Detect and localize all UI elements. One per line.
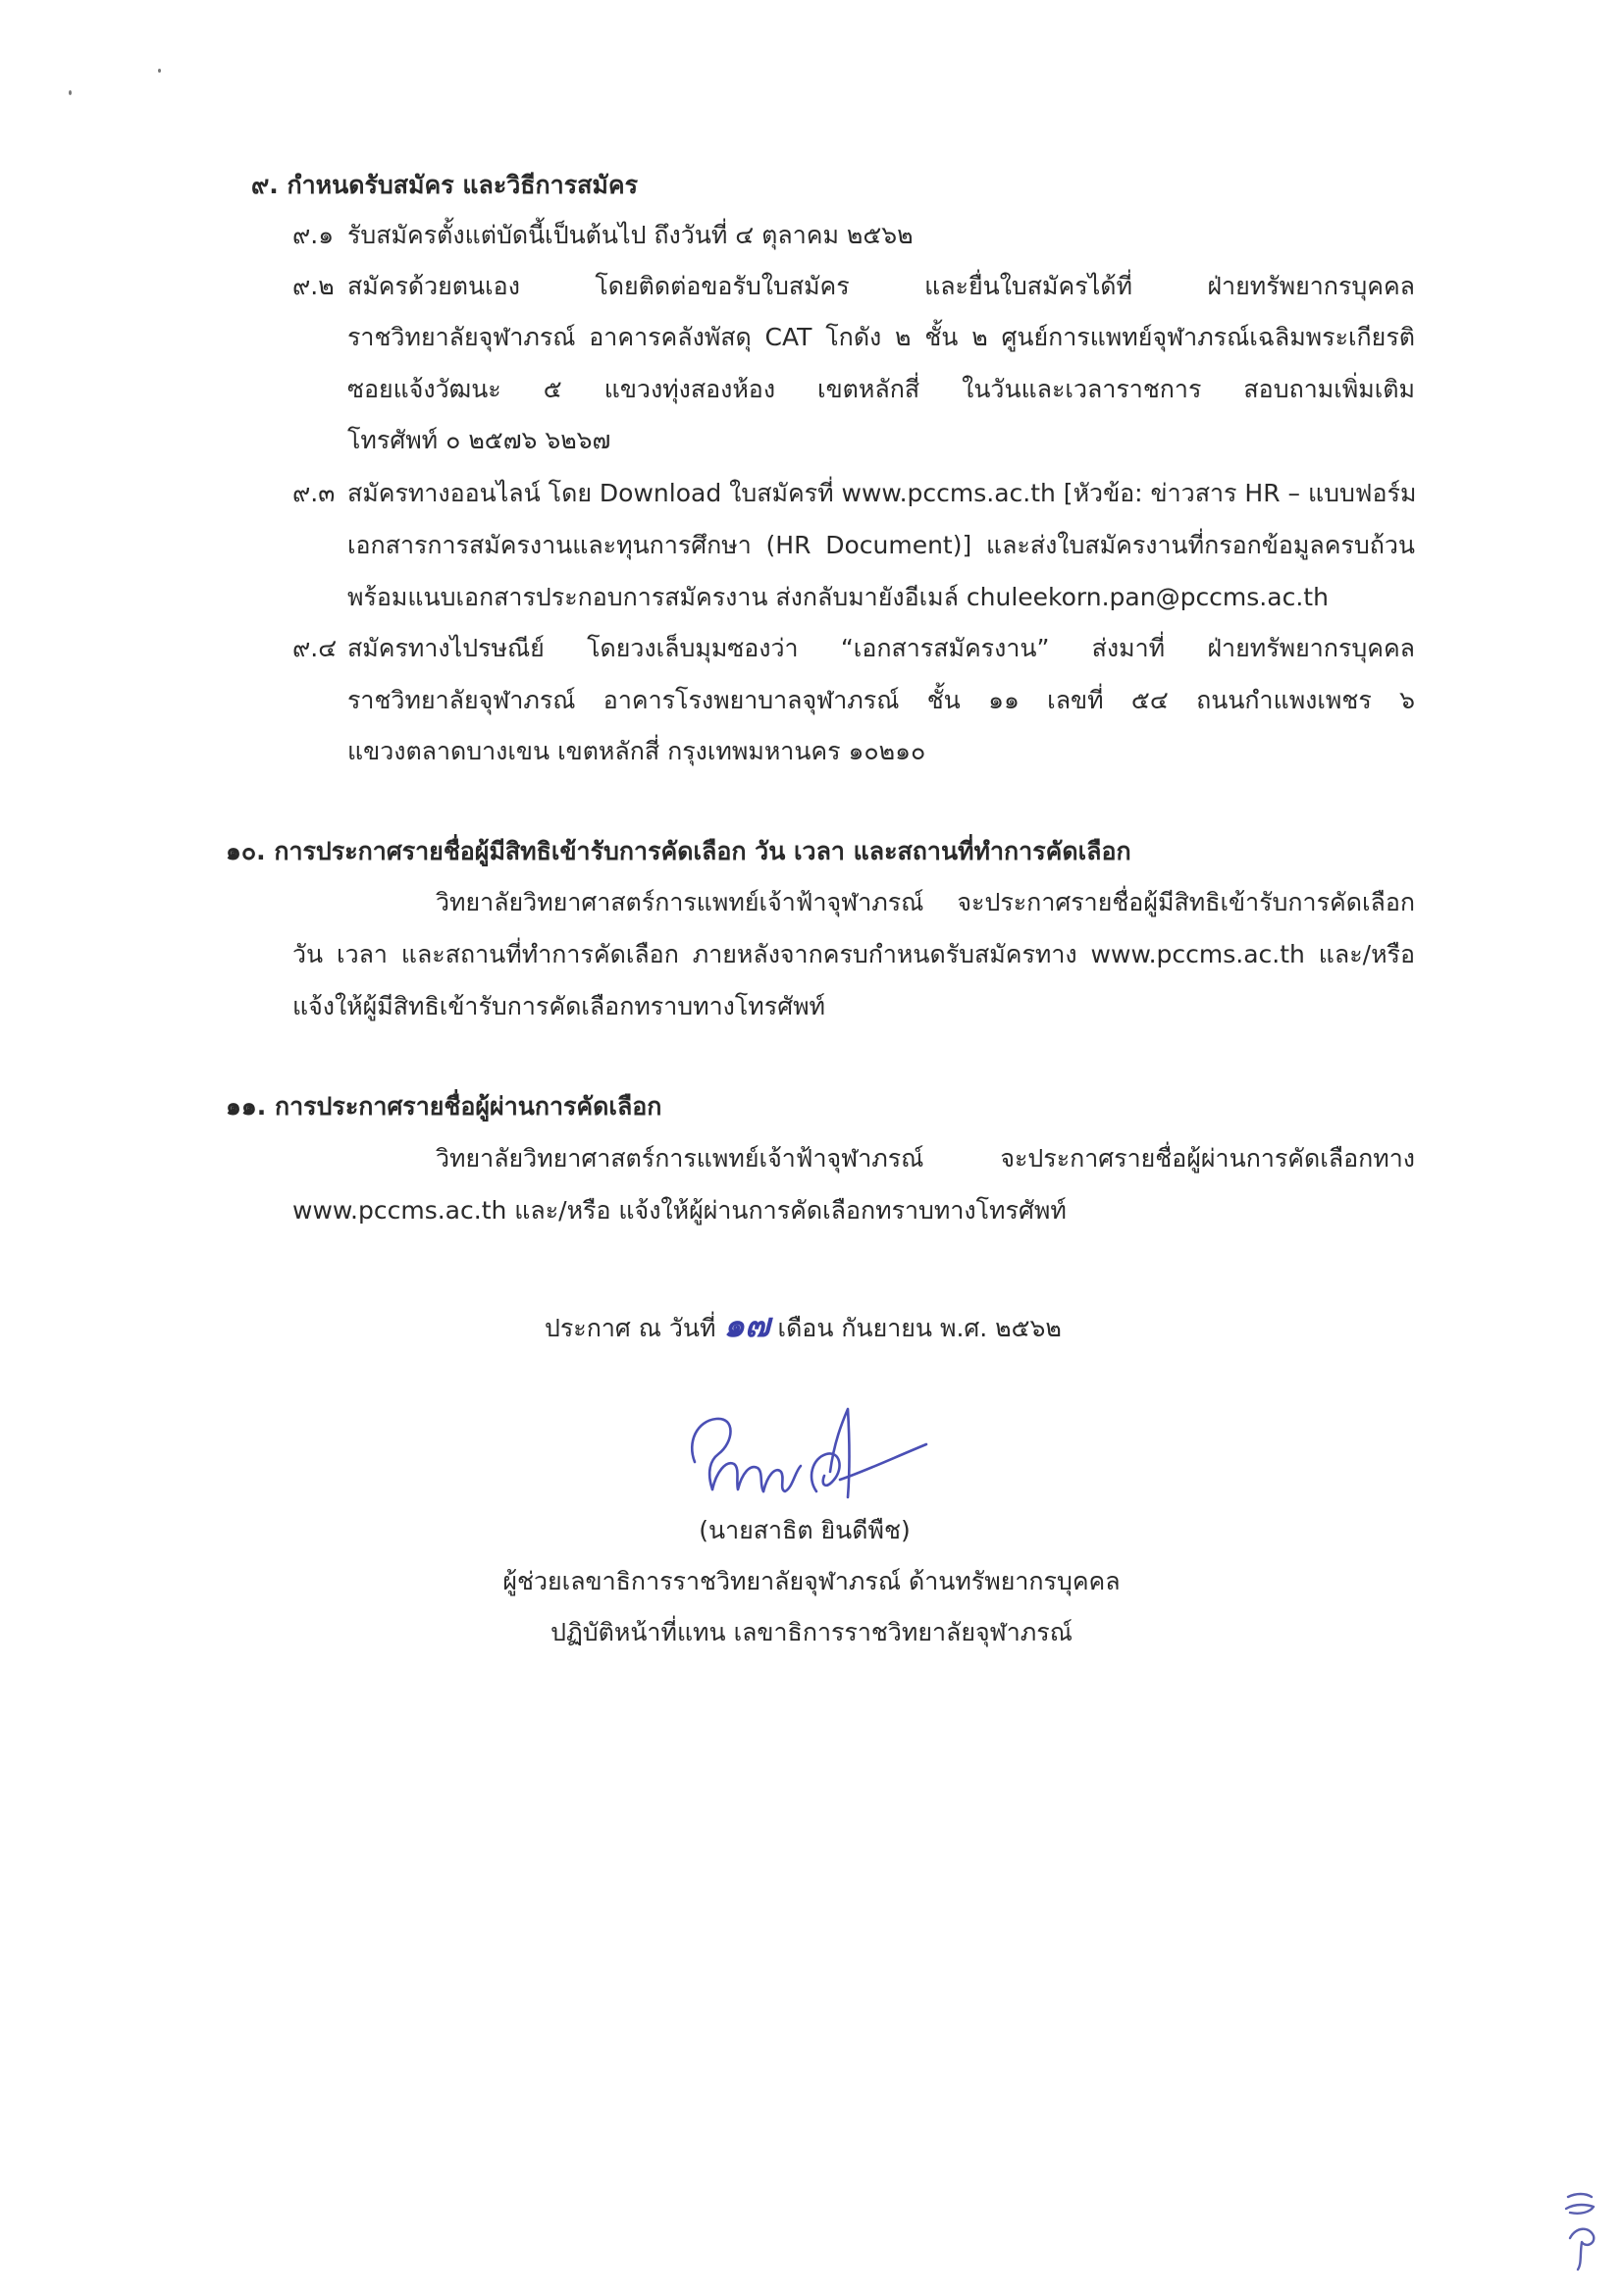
corner-initial-mark (1560, 2183, 1609, 2271)
item-9-3-line-3: พร้อมแนบเอกสารประกอบการสมัครงาน ส่งกลับมายังอีเมล์ chuleekorn.pan@pccms.ac.th (347, 583, 1329, 611)
section-11-heading: ๑๑. การประกาศรายชื่อผู้ผ่านการคัดเลือก (226, 1092, 662, 1121)
item-9-2-line-4: โทรศัพท์ ๐ ๒๕๗๖ ๖๒๖๗ (347, 426, 611, 454)
announcement-day: ๑๗ (723, 1306, 770, 1345)
section-10-heading: ๑๐. การประกาศรายชื่อผู้มีสิทธิเข้ารับการคัดเลือก วัน เวลา และสถานที่ทำการคัดเลือก (226, 837, 1131, 865)
signatory-name: (นายสาธิต ยินดีพืช) (699, 1516, 911, 1544)
section-10-line-2: วัน เวลา และสถานที่ทำการคัดเลือก ภายหลังจากครบกำหนดรับสมัครทาง www.pccms.ac.th และ/หรือ (292, 940, 1415, 968)
item-9-3-number: ๙.๓ (292, 479, 336, 507)
scan-speck (69, 90, 72, 95)
section-10-line-1: วิทยาลัยวิทยาศาสตร์การแพทย์เจ้าฟ้าจุฬาภรณ์ จะประกาศรายชื่อผู้มีสิทธิเข้ารับการคัดเลือก (436, 888, 1415, 916)
item-9-2-number: ๙.๒ (292, 272, 335, 300)
announcement-suffix: เดือน กันยายน พ.ศ. ๒๕๖๒ (777, 1314, 1062, 1342)
item-9-4-line-3: แขวงตลาดบางเขน เขตหลักสี่ กรุงเทพมหานคร ๑๐๒๑๐ (347, 737, 926, 765)
item-9-2-line-3: ซอยแจ้งวัฒนะ ๕ แขวงทุ่งสองห้อง เขตหลักสี่ ในวันและเวลาราชการ สอบถามเพิ่มเติม (347, 375, 1415, 403)
announcement-prefix: ประกาศ ณ วันที่ (545, 1314, 716, 1342)
item-9-1-number: ๙.๑ (292, 221, 335, 249)
signatory-position-2: ปฏิบัติหน้าที่แทน เลขาธิการราชวิทยาลัยจุฬาภรณ์ (550, 1618, 1073, 1646)
item-9-4-line-1: สมัครทางไปรษณีย์ โดยวงเล็บมุมซองว่า “เอกสารสมัครงาน” ส่งมาที่ ฝ่ายทรัพยากรบุคคล (347, 634, 1415, 662)
section-11-line-2: www.pccms.ac.th และ/หรือ แจ้งให้ผู้ผ่านการคัดเลือกทราบทางโทรศัพท์ (292, 1196, 1067, 1225)
item-9-2-line-2: ราชวิทยาลัยจุฬาภรณ์ อาคารคลังพัสดุ CAT โกดัง ๒ ชั้น ๒ ศูนย์การแพทย์จุฬาภรณ์เฉลิมพระเกียรติ (347, 323, 1415, 351)
signatory-position-1: ผู้ช่วยเลขาธิการราชวิทยาลัยจุฬาภรณ์ ด้านทรัพยากรบุคคล (502, 1567, 1121, 1595)
section-11-line-1: วิทยาลัยวิทยาศาสตร์การแพทย์เจ้าฟ้าจุฬาภรณ์ จะประกาศรายชื่อผู้ผ่านการคัดเลือกทาง (436, 1144, 1415, 1173)
handwritten-signature (677, 1403, 932, 1521)
section-9-heading: ๙. กำหนดรับสมัคร และวิธีการสมัคร (251, 171, 639, 199)
item-9-4-line-2: ราชวิทยาลัยจุฬาภรณ์ อาคารโรงพยาบาลจุฬาภรณ์ ชั้น ๑๑ เลขที่ ๕๔ ถนนกำแพงเพชร ๖ (347, 686, 1415, 714)
scan-speck (158, 69, 161, 73)
item-9-1-text: รับสมัครตั้งแต่บัดนี้เป็นต้นไป ถึงวันที่ ๔ ตุลาคม ๒๕๖๒ (347, 221, 914, 249)
item-9-3-line-1: สมัครทางออนไลน์ โดย Download ใบสมัครที่ www.pccms.ac.th [หัวข้อ: ข่าวสาร HR – แบบฟอร์ม (347, 479, 1417, 507)
item-9-4-number: ๙.๔ (292, 634, 338, 662)
item-9-3-line-2: เอกสารการสมัครงานและทุนการศึกษา (HR Document)] และส่งใบสมัครงานที่กรอกข้อมูลครบถ้วน (347, 531, 1415, 559)
item-9-2-line-1: สมัครด้วยตนเอง โดยติดต่อขอรับใบสมัคร และยื่นใบสมัครได้ที่ ฝ่ายทรัพยากรบุคคล (347, 272, 1415, 300)
section-10-line-3: แจ้งให้ผู้มีสิทธิเข้ารับการคัดเลือกทราบทางโทรศัพท์ (292, 992, 826, 1020)
announcement-date (545, 1306, 1062, 1346)
